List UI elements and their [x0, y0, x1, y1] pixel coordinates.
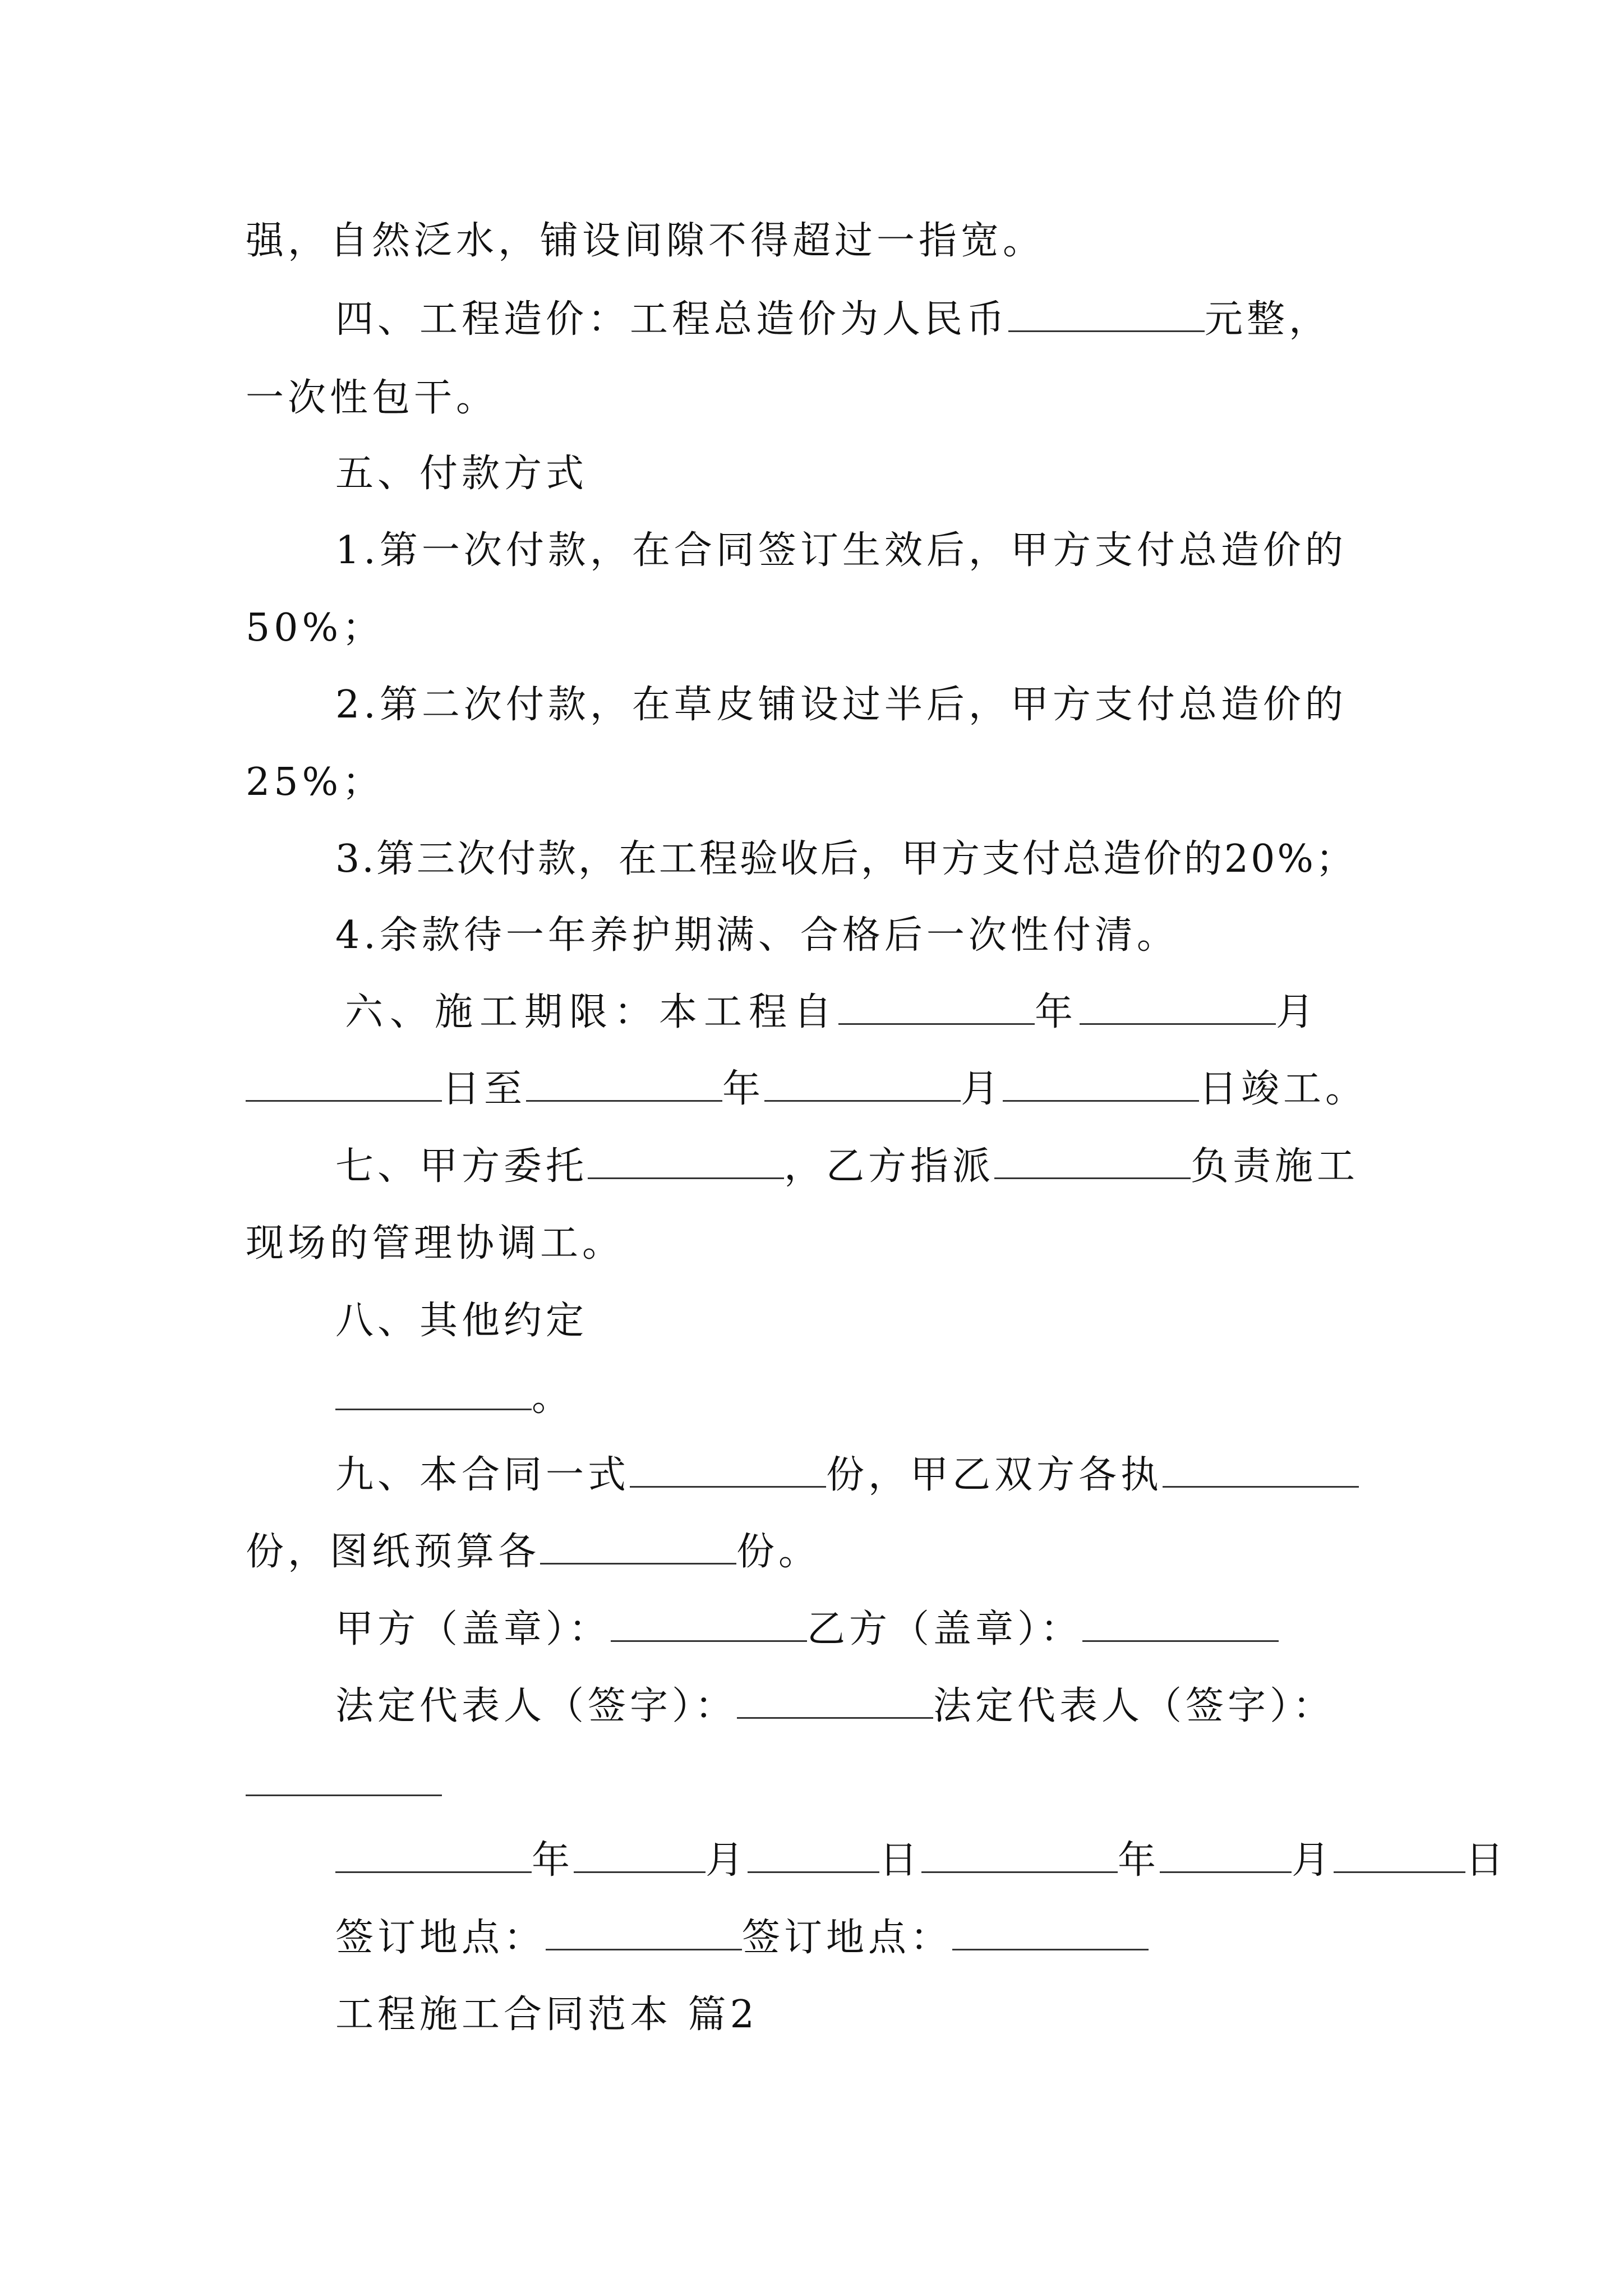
blank-start-day[interactable] [246, 1065, 442, 1102]
blank-start-year[interactable] [838, 988, 1035, 1025]
blank-party-a-delegate[interactable] [588, 1143, 784, 1179]
clause-five-heading [335, 449, 588, 499]
text: 六、施工期限：本工程自 [345, 990, 839, 1034]
text: 月 [706, 1838, 748, 1883]
blank-end-year[interactable] [526, 1065, 722, 1102]
blank-start-month[interactable] [1080, 988, 1276, 1025]
blank-drawing-copies[interactable] [540, 1528, 736, 1565]
text: 五、付款方式 [335, 452, 588, 496]
text: 法定代表人（签字）： [335, 1684, 737, 1728]
text: 九、本合同一式 [335, 1453, 630, 1497]
blank-party-a-seal[interactable] [611, 1605, 807, 1642]
blank-other-terms[interactable] [335, 1374, 532, 1410]
text: 一次性包干。 [246, 376, 499, 420]
payment-item-4 [335, 910, 1179, 961]
blank-party-a-rep[interactable] [737, 1682, 933, 1719]
text: 强，自然泛水，铺设间隙不得超过一指宽。 [246, 219, 1045, 263]
clause-four-cost [335, 295, 1331, 345]
text: 年 [532, 1838, 574, 1883]
clause-six-continuation [246, 1064, 1367, 1115]
text: 1.第一次付款，在合同签订生效后，甲方支付总造价的 [335, 528, 1347, 573]
text: 签订地点： [335, 1916, 546, 1960]
text: 月 [1292, 1838, 1334, 1883]
text: 4.余款待一年养护期满、合格后一次性付清。 [335, 913, 1179, 958]
signature-dates [335, 1835, 1507, 1886]
blank-date-a-year[interactable] [335, 1837, 532, 1873]
blank-party-b-rep[interactable] [246, 1760, 442, 1796]
text: 年 [1118, 1838, 1160, 1883]
text: 法定代表人（签字）： [933, 1684, 1335, 1728]
blank-date-a-day[interactable] [748, 1837, 879, 1873]
clause-eight-blank-line [335, 1373, 574, 1423]
signing-places [335, 1913, 1149, 1963]
payment-item-1-continuation [246, 603, 384, 654]
clause-six-schedule [345, 987, 1321, 1038]
text: 2.第二次付款，在草皮铺设过半后，甲方支付总造价的 [335, 683, 1347, 727]
clause-four-continuation [246, 373, 498, 424]
text: 七、甲方委托 [335, 1144, 588, 1189]
clause-nine-copies [335, 1450, 1359, 1501]
text: 份。 [736, 1530, 821, 1574]
blank-date-a-month[interactable] [574, 1837, 706, 1873]
blank-end-month[interactable] [764, 1065, 961, 1102]
signature-representatives [335, 1681, 1335, 1732]
blank-date-b-month[interactable] [1160, 1837, 1292, 1873]
clause-nine-continuation [246, 1527, 820, 1577]
text: 日至 [442, 1067, 527, 1111]
text: 工程施工合同范本 篇2 [335, 1993, 758, 2037]
clause-three-continuation [246, 216, 1045, 266]
payment-item-2-continuation [246, 757, 384, 808]
text: 3.第三次付款，在工程验收后，甲方支付总造价的20%； [335, 837, 1357, 881]
text: 日 [1465, 1838, 1508, 1883]
text: 签订地点： [742, 1916, 953, 1960]
blank-total-cost[interactable] [1008, 296, 1205, 332]
payment-item-1 [335, 526, 1347, 576]
payment-item-3 [335, 834, 1356, 885]
signature-seals [335, 1604, 1279, 1655]
text: 日竣工。 [1199, 1067, 1368, 1111]
text: 月 [961, 1067, 1003, 1111]
text: 50%； [246, 606, 385, 650]
blank-end-day[interactable] [1003, 1065, 1199, 1102]
text: 年 [1035, 990, 1080, 1034]
clause-seven-managers [335, 1142, 1359, 1192]
payment-item-2 [335, 680, 1347, 730]
blank-copies-total[interactable] [630, 1451, 826, 1488]
text: 份，图纸预算各 [246, 1530, 541, 1574]
text: 份，甲乙双方各执 [826, 1453, 1163, 1497]
text: 乙方（盖章）： [807, 1607, 1083, 1651]
text: 月 [1276, 990, 1321, 1034]
blank-place-a[interactable] [546, 1914, 742, 1950]
blank-date-b-year[interactable] [921, 1837, 1118, 1873]
clause-seven-continuation [246, 1218, 624, 1269]
next-section-heading [335, 1990, 758, 2040]
text: 。 [532, 1375, 574, 1420]
clause-eight-heading [335, 1296, 588, 1346]
blank-party-b-delegate[interactable] [994, 1143, 1191, 1179]
text: 八、其他约定 [335, 1299, 588, 1343]
text: 日 [879, 1838, 922, 1883]
blank-copies-each[interactable] [1163, 1451, 1359, 1488]
text: 负责施工 [1191, 1144, 1359, 1189]
text: ，乙方指派 [784, 1144, 995, 1189]
signature-representative-b-line [246, 1759, 442, 1809]
text: 元整， [1205, 297, 1331, 342]
blank-party-b-seal[interactable] [1082, 1605, 1279, 1642]
text: 甲方（盖章）： [335, 1607, 611, 1651]
blank-place-b[interactable] [952, 1914, 1149, 1950]
text: 四、工程造价：工程总造价为人民币 [335, 297, 1009, 342]
text: 年 [722, 1067, 765, 1111]
text: 现场的管理协调工。 [246, 1221, 625, 1266]
text: 25%； [246, 760, 385, 804]
blank-date-b-day[interactable] [1334, 1837, 1465, 1873]
